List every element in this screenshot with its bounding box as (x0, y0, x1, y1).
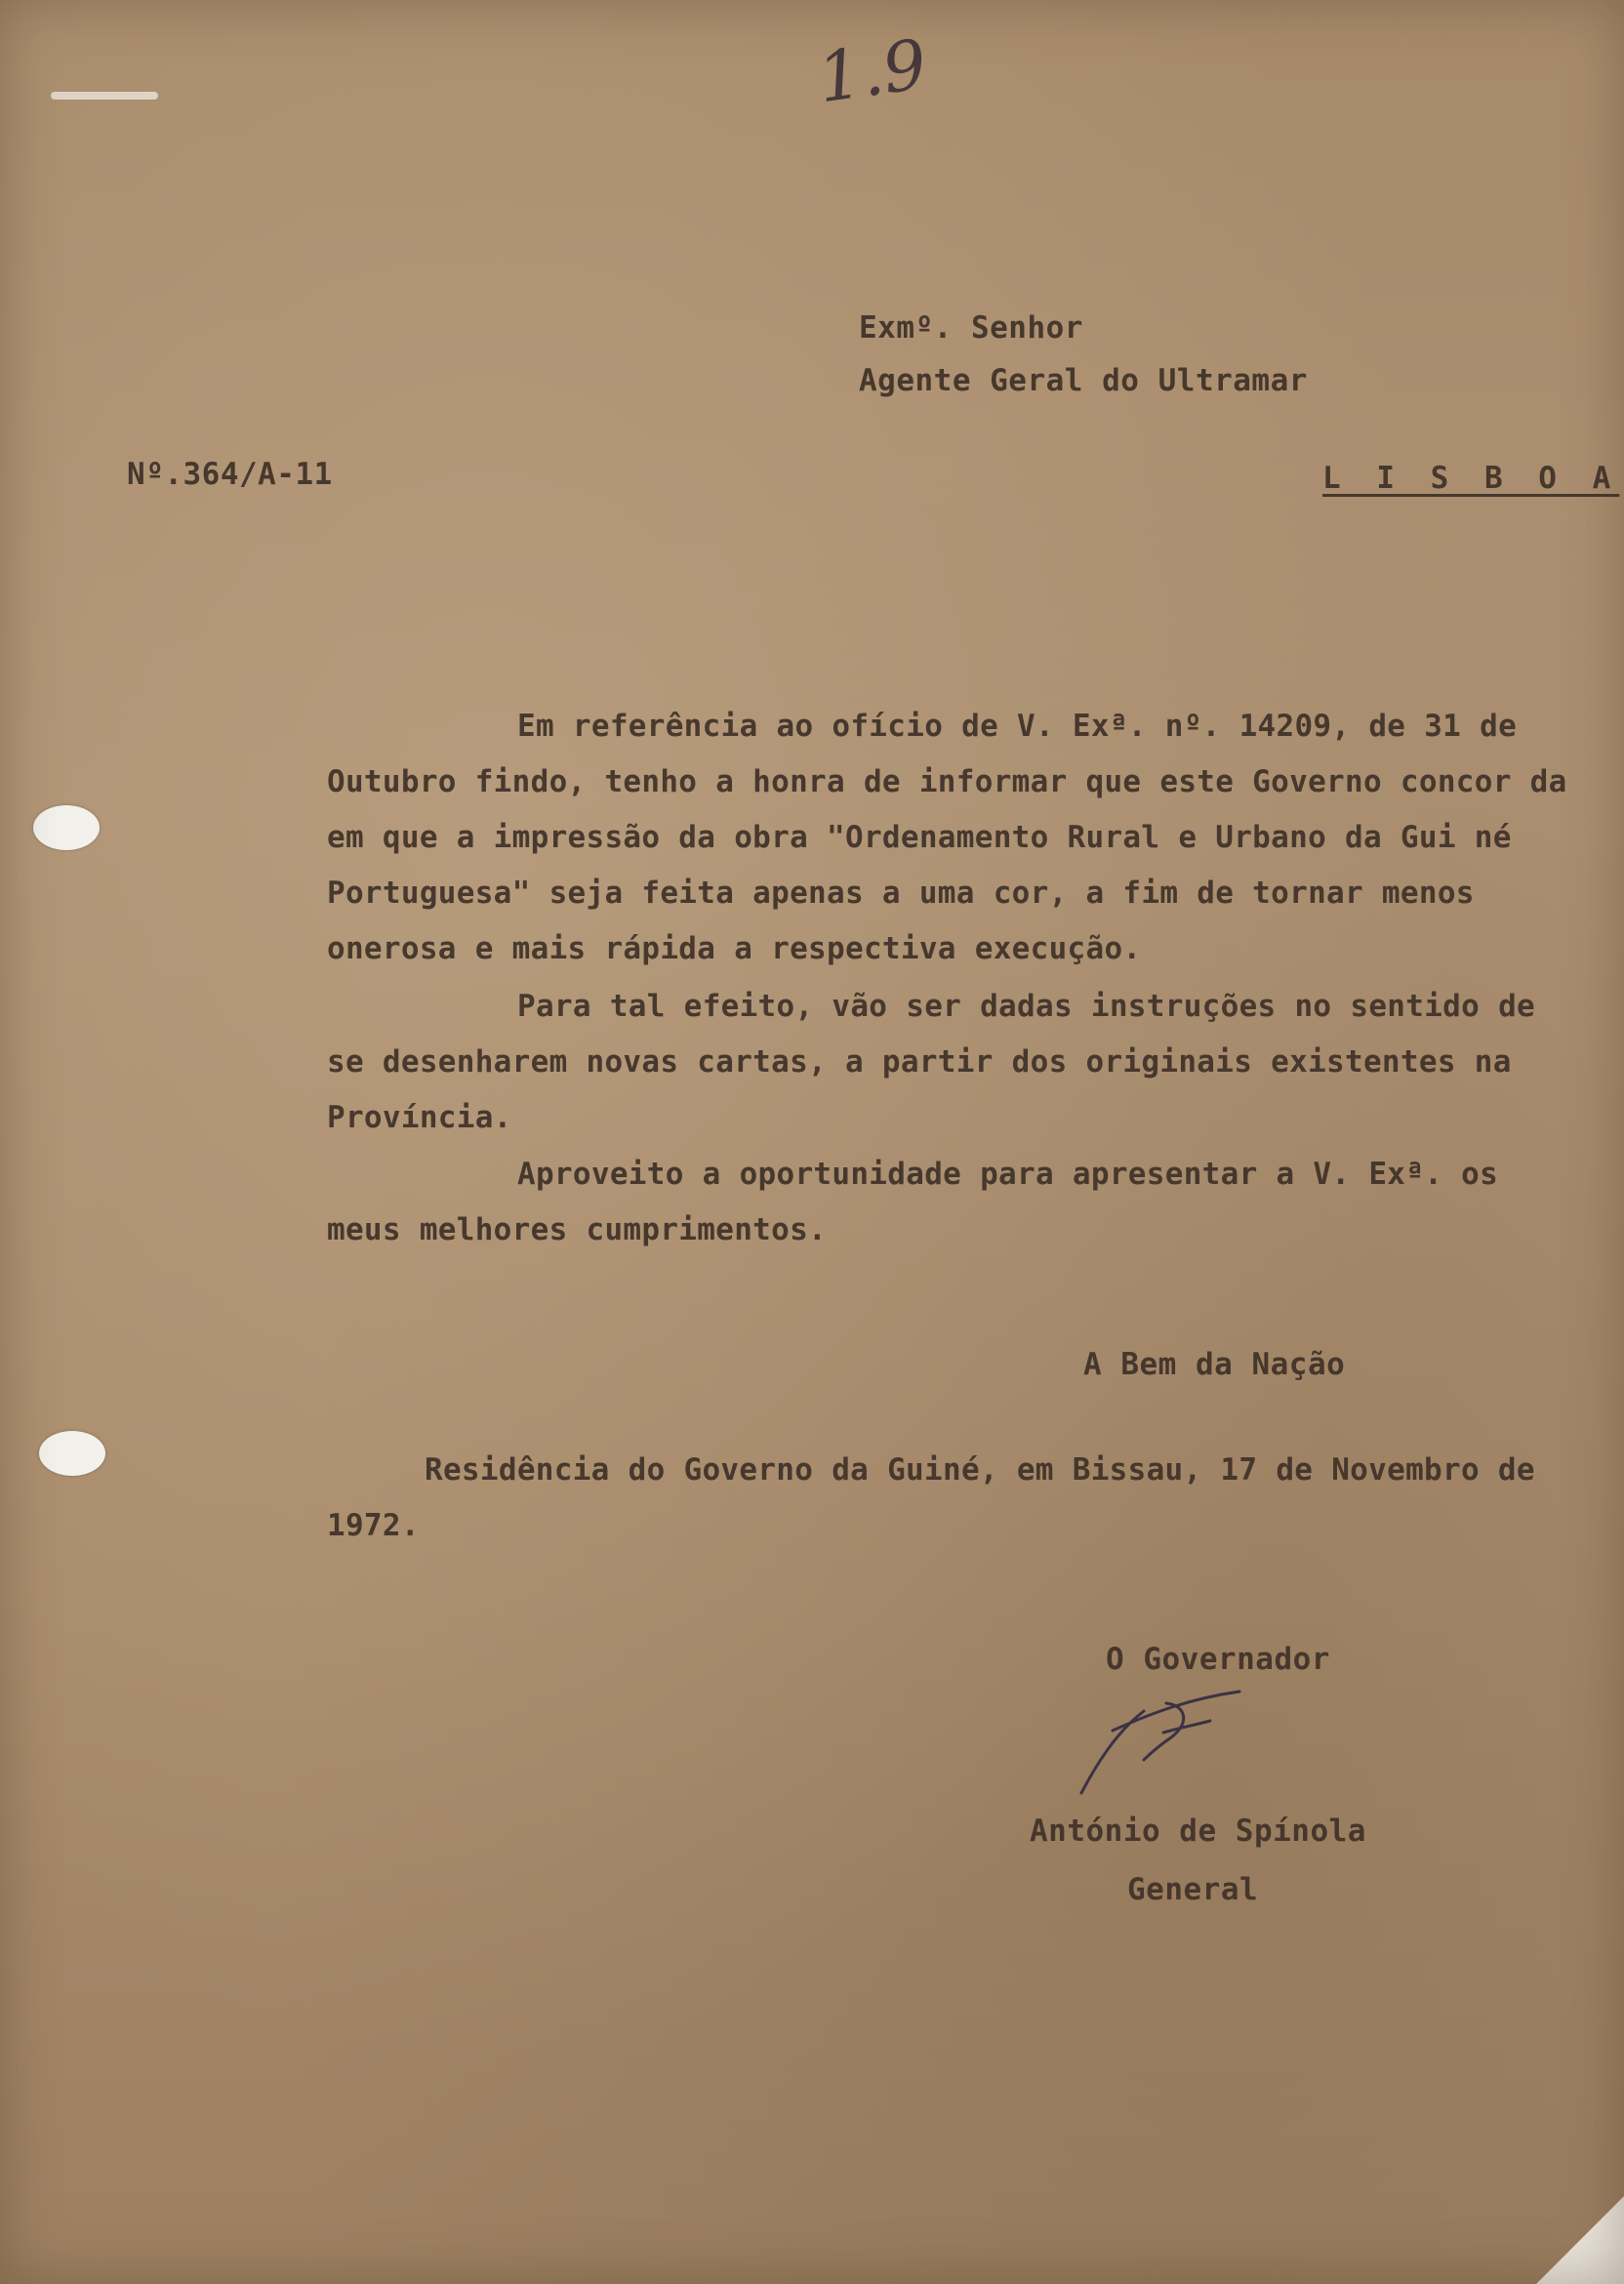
paragraph-3: Aproveito a oportunidade para apresentar a V. Exª. os meus melhores cumprimentos. (327, 1157, 1499, 1247)
handwritten-page-number: 1.9 (812, 23, 932, 119)
signatory-name: António de Spínola (1030, 1814, 1366, 1849)
paragraph-2: Para tal efeito, vão ser dadas instruções no sentido de se desenharem novas cartas, a partir dos originais existentes na Província. (327, 989, 1535, 1135)
city-lisboa: L I S B O A (1322, 461, 1620, 496)
paragraph-1: Em referência ao ofício de V. Exª. nº. 14209, de 31 de Outubro findo, tenho a honra de informar que este Governo concor da em que a impressão da obra "Ordenamento Rural e Urbano da Gui né Portuguesa" seja feita apenas a uma cor, a fim de tornar menos onerosa e mais rápida a respectiva execução. (327, 709, 1567, 966)
addressee-salutation: Exmº. Senhor (859, 310, 1083, 346)
punch-hole-top (33, 805, 100, 850)
punch-hole-bottom (39, 1431, 105, 1476)
reference-number: Nº.364/A-11 (127, 457, 333, 492)
closing-formula: A Bem da Nação (1083, 1347, 1346, 1382)
date-line: Residência do Governo da Guiné, em Bissau, 17 de Novembro de 1972. (327, 1452, 1535, 1543)
page-corner-fold (1536, 2196, 1624, 2284)
paper-tear-mark (51, 92, 158, 100)
signature-icon (1074, 1684, 1249, 1801)
addressee-title: Agente Geral do Ultramar (859, 363, 1308, 398)
signatory-rank: General (1127, 1872, 1259, 1907)
signatory-role: O Governador (1106, 1642, 1330, 1677)
